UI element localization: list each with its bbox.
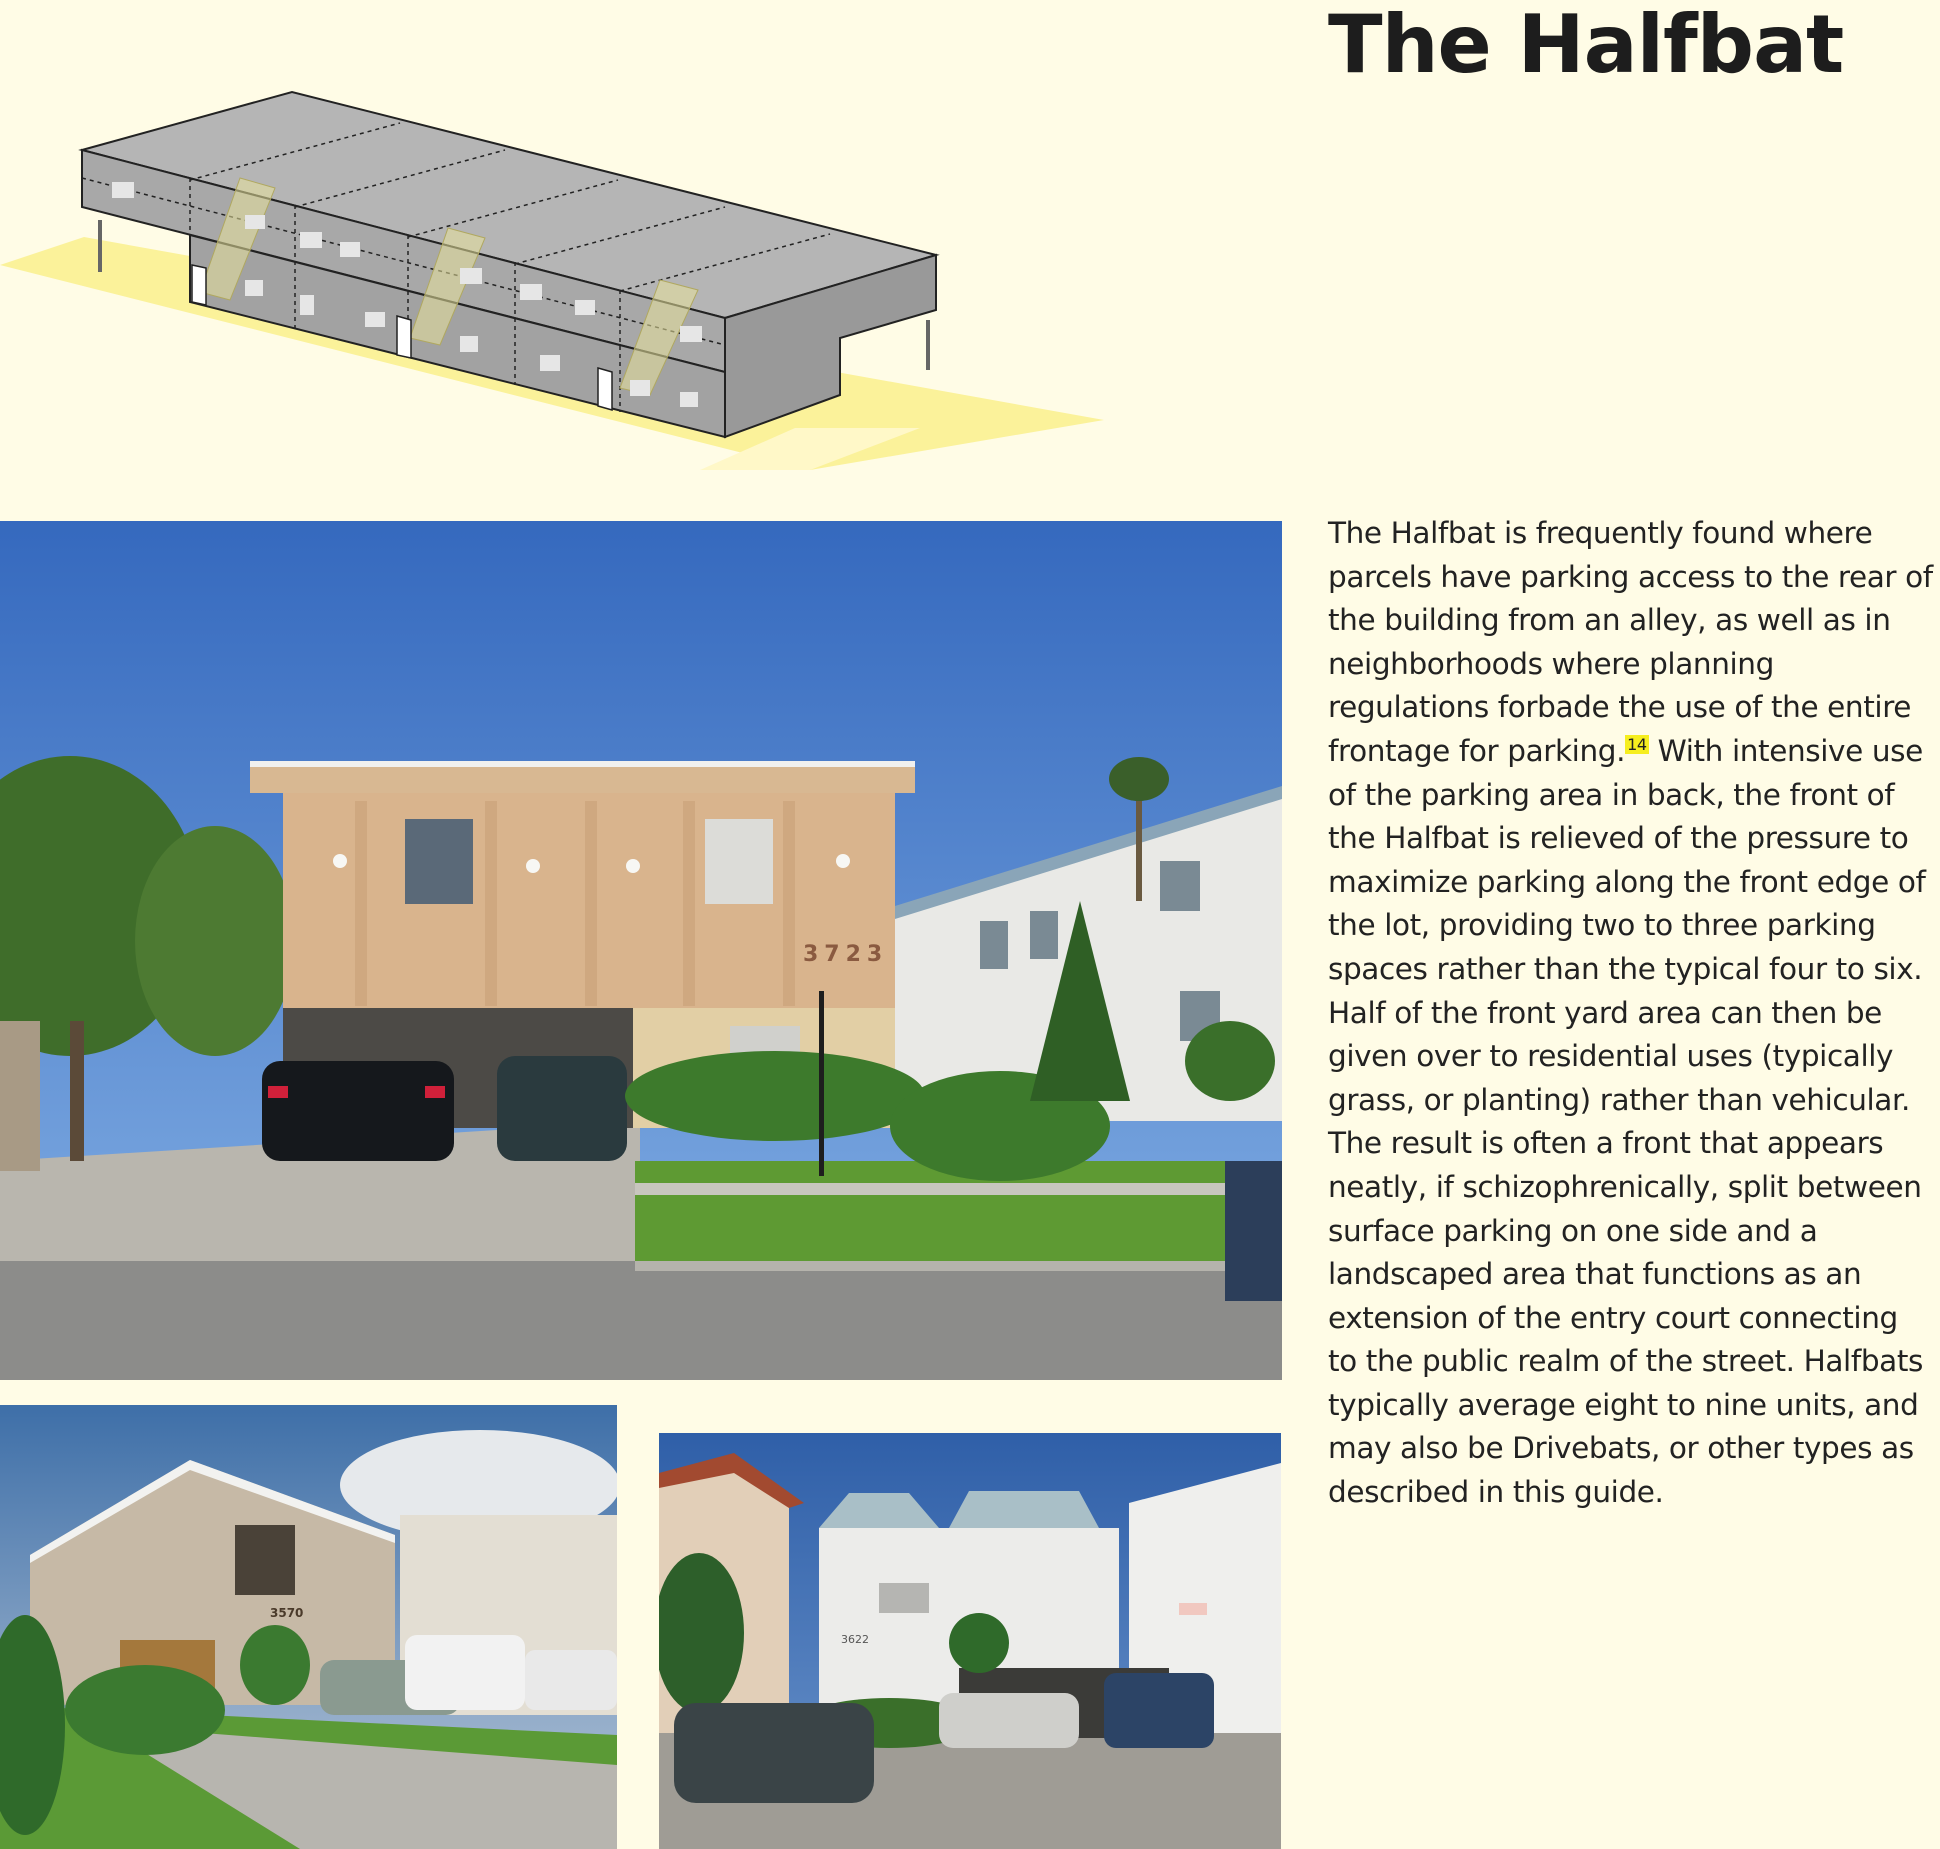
footnote-marker[interactable]: 14	[1627, 735, 1647, 755]
page-title: The Halfbat	[1328, 0, 1844, 91]
body-text-before-note: The Halfbat is frequently found where parcels have parking access to the rear of the building from an alley, as well as in neighborhoods where planning regulations forbade the use of the entire frontage for parking.	[1328, 516, 1933, 768]
halfbat-axonometric-diagram	[0, 80, 1110, 480]
body-paragraph	[1328, 512, 1933, 1515]
building-address-number: 3723	[803, 942, 889, 967]
photo-halfbat-3570	[0, 1405, 617, 1849]
building-address-number: 3622	[841, 1633, 869, 1646]
main-photo-halfbat-3723	[0, 521, 1282, 1380]
body-text-after-note: With intensive use of the parking area in back, the front of the Halfbat is relieved of the pressure to maximize parking along the front edge of the lot, providing two to three parking spaces rather than the typical four to six. Half of the front yard area can then be given over to residential uses (typically grass, or planting) rather than vehicular. The result is often a front that appears neatly, if schizophrenically, split between surface parking on one side and a landscaped area that functions as an extension of the entry court connecting to the public realm of the street. Halfbats typically average eight to nine units, and may also be Drivebats, or other types as described in this guide.	[1328, 733, 1926, 1510]
building-address-number: 3570	[270, 1606, 304, 1620]
photo-halfbat-3622	[659, 1433, 1281, 1849]
